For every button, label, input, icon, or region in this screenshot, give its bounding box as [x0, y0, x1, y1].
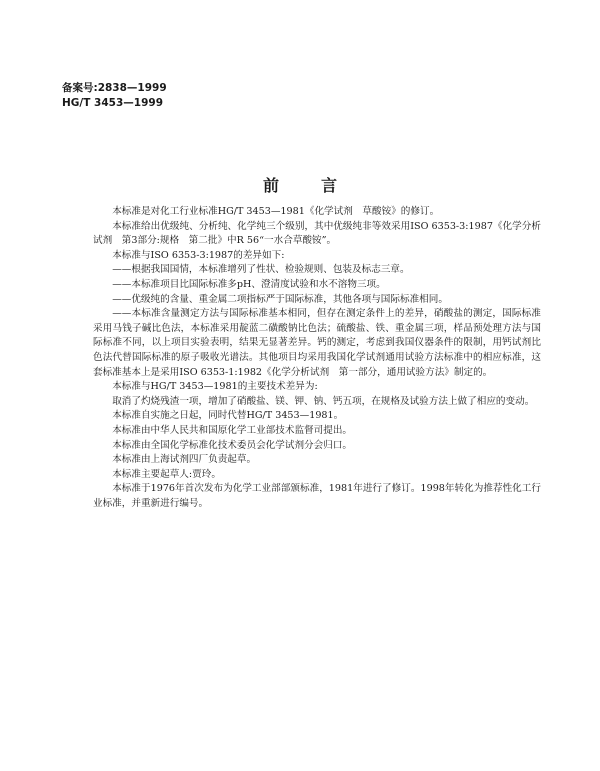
paragraph-replacement: 本标准自实施之日起，同时代替HG/T 3453—1981。 — [112, 410, 344, 422]
paragraph-history: 本标准于1976年首次发布为化学工业部部颁标准，1981年进行了修订。1998年转化为推荐性化工行业标准，并重新进行编号。 — [93, 483, 541, 509]
standard-code: HG/T 3453—1999 — [62, 97, 164, 109]
paragraph-proposer: 本标准由中华人民共和国原化学工业部技术监督司提出。 — [112, 424, 353, 436]
list-item-stricter-indicators: ——优级纯的含量、重金属二项指标严于国际标准，其他各项与国际标准相同。 — [112, 293, 448, 305]
paragraph-grades: 本标准给出优级纯、分析纯、化学纯三个级别，其中优级纯非等效采用ISO 6353-3:1987《化学分析试剂 第3部分:规格 第二批》中R 56“一水合草酸铵”。 — [93, 220, 541, 247]
list-item-added-chapters: ——根据我国国情，本标准增列了性状、检验规则、包装及标志三章。 — [112, 264, 410, 276]
list-item-extra-items: ——本标准项目比国际标准多pH、澄清度试验和水不溶物三项。 — [112, 278, 386, 290]
paragraph-drafter-person: 本标准主要起草人:贾玲。 — [112, 468, 221, 480]
paragraph-iso-differences-intro: 本标准与ISO 6353-3:1987的差异如下: — [112, 249, 285, 261]
paragraph-technical-differences-intro: 本标准与HG/T 3453—1981的主要技术差异为: — [112, 381, 318, 393]
document-header — [62, 81, 167, 111]
page-title: 前言 — [262, 176, 379, 195]
paragraph-drafter-org: 本标准由上海试剂四厂负责起草。 — [112, 454, 257, 466]
paragraph-revision: 本标准是对化工行业标准HG/T 3453—1981《化学试剂 草酸铵》的修订。 — [112, 206, 440, 217]
filing-number: 备案号:2838—1999 — [62, 82, 167, 94]
foreword-body — [93, 205, 541, 511]
list-item-test-methods: ——本标准含量测定方法与国际标准基本相同，但存在测定条件上的差异，硝酸盐的测定，国际标准采用马钱子碱比色法，本标准采用靛蓝二磺酸钠比色法；硫酸盐、铁、重金属三项，样品预处理方法与国际标准不同，以上项目实验表明，结果无显著差异。钙的测定，考虑到我国仪器条件的限制，用钙试剂比色法代替国际标准的原子吸收光谱法。其他项目均采用我国化学试剂通用试验方法标准中的相应标准，这套标准基本上是采用ISO 6353-1:1982《化学分析试剂 第一部分，通用试验方法》制定的。 — [93, 308, 541, 378]
paragraph-centralized: 本标准由全国化学标准化技术委员会化学试剂分会归口。 — [112, 439, 353, 451]
paragraph-technical-differences: 取消了灼烧残渣一项，增加了硝酸盐、镁、钾、钠、钙五项，在规格及试验方法上做了相应的变动。 — [112, 395, 535, 407]
